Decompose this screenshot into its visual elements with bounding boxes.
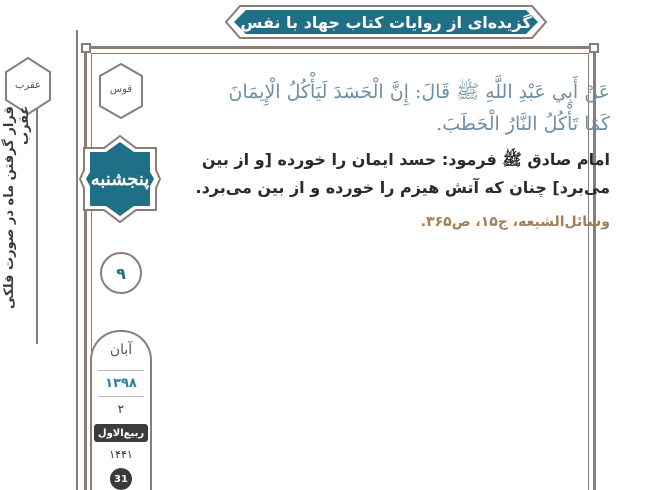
header-banner [222, 2, 550, 42]
hadith-arabic-text: عَنْ أَبِي عَبْدِ اللَّهِ ﷺ قَالَ: إِنَّ الْحَسَدَ لَيَأْكُلُ الْإِيمَانَ كَمَا تَأْكُلُ النَّارُ الْحَطَبَ. [228, 81, 610, 135]
date-divider [98, 370, 144, 371]
zodiac-label-left: عقرب [15, 80, 41, 91]
moon-position-note: قرار گرفتن ماه در صورت فلکی عقرب [2, 106, 32, 309]
day-of-month: ۹ [100, 252, 142, 294]
lunar-year: ۱۴۴۱ [109, 448, 133, 461]
page-number-badge: 31 [110, 468, 132, 490]
lunar-day: ۲ [117, 402, 125, 416]
weekday-name: پنجشنبه [90, 168, 150, 190]
weekday-badge [78, 134, 162, 224]
sidebar-divider-line [76, 30, 78, 490]
date-card [90, 330, 152, 490]
hadith-source-reference: وسائل‌الشیعه، ج۱۵، ص۳۶۵. [420, 214, 610, 230]
solar-month: آبان [109, 342, 133, 358]
frame-corner-ornament [81, 43, 91, 53]
solar-year: ۱۳۹۸ [105, 376, 137, 391]
sidebar-divider-line [36, 104, 38, 344]
page-title: گزیده‌ای از روایات کتاب جهاد با نفس [240, 12, 532, 32]
frame-corner-ornament [589, 43, 599, 53]
hadith-persian-translation: امام صادق ﷺ فرمود: حسد ایمان را خورده [و از بین می‌برد] چنان که آتش هیزم را خورده و از بین می‌برد. [195, 150, 610, 197]
zodiac-label-right: قوس [109, 84, 133, 95]
date-divider [98, 396, 144, 397]
lunar-month-badge: ربیع‌الاول [94, 424, 148, 442]
